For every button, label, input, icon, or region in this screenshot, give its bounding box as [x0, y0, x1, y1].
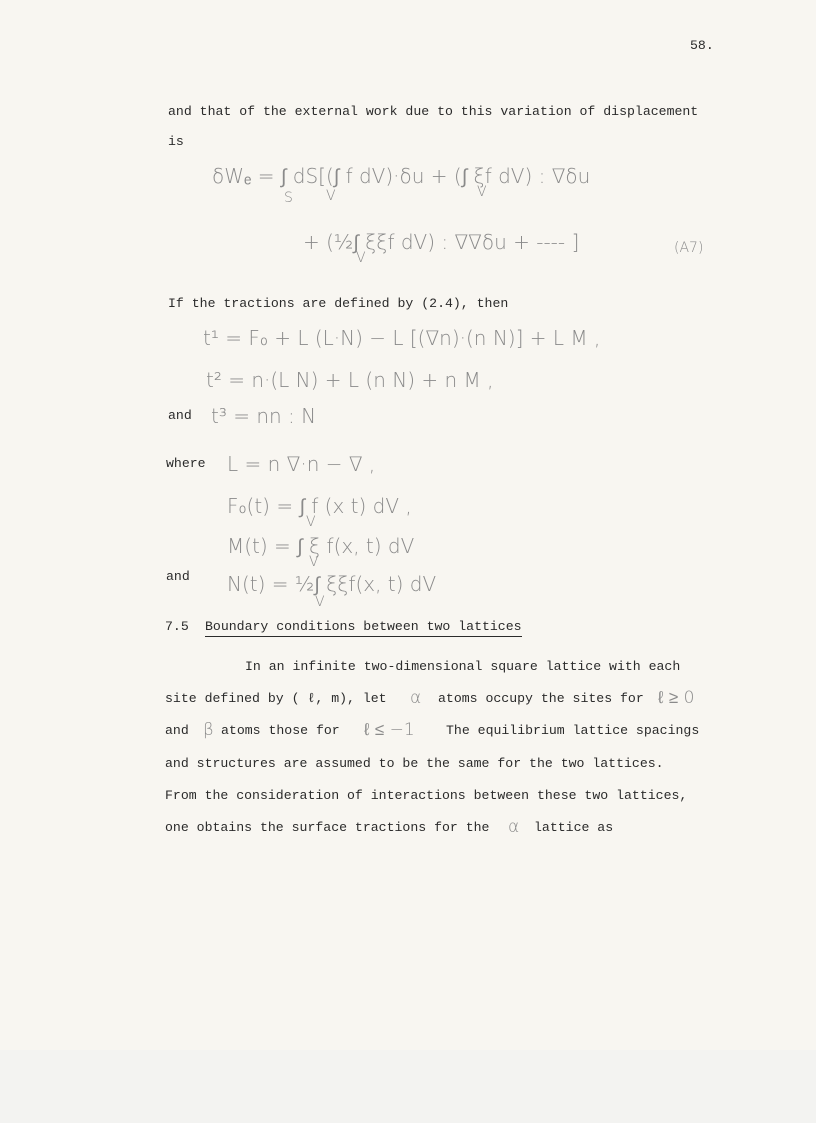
- beta-symbol: β: [203, 720, 214, 740]
- definition-f0-subscript: V: [306, 514, 316, 530]
- equation-a7-subscript-v1: V: [326, 188, 336, 204]
- intro-line-2: is: [168, 134, 184, 149]
- intro-line-1: and that of the external work due to this variation of displacement: [168, 104, 699, 119]
- traction-t1: t¹ = F₀ + L (L·N) − L [(∇n)·(n N)] + L M ,: [203, 326, 601, 350]
- equation-a7-subscript-s: S: [284, 190, 293, 206]
- section-title: Boundary conditions between two lattices: [205, 619, 522, 637]
- paragraph-line-6a: one obtains the surface tractions for the: [165, 820, 490, 835]
- condition-l-ge-0: ℓ ≥ 0: [658, 688, 695, 708]
- paragraph-line-2a: site defined by ( ℓ, m), let: [165, 691, 387, 706]
- definition-n-subscript: V: [315, 594, 325, 610]
- paragraph-line-3a: and: [165, 723, 189, 738]
- alpha-symbol-1: α: [410, 688, 422, 708]
- equation-a7-line-2: + (½∫ ξξf dV) : ∇∇δu + ---- ]: [303, 230, 580, 254]
- section-number: 7.5: [165, 619, 189, 634]
- paragraph-line-6b: lattice as: [534, 820, 614, 835]
- paragraph-line-3c: The equilibrium lattice spacings: [446, 723, 700, 738]
- equation-a7-line-1: δWₑ = ∫ dS[(∫ f dV)·δu + (∫ ξf dV) : ∇δu: [212, 164, 591, 188]
- definition-n: N(t) = ½∫ ξξf(x, t) dV: [227, 572, 437, 596]
- definition-f0: F₀(t) = ∫ f (x t) dV ,: [227, 494, 412, 518]
- alpha-symbol-2: α: [508, 817, 520, 837]
- page-number: 58.: [690, 38, 714, 53]
- equation-label-a7: (A7): [674, 240, 704, 256]
- traction-t3: t³ = nn : N: [211, 404, 317, 428]
- paragraph-line-4: and structures are assumed to be the same for the two lattices.: [165, 756, 664, 771]
- equation-a7-subscript-v2: V: [477, 184, 487, 200]
- equation-a7-subscript-v3: V: [356, 250, 366, 266]
- traction-t2: t² = n·(L N) + L (n N) + n M ,: [206, 368, 494, 392]
- tractions-intro: If the tractions are defined by (2.4), then: [168, 296, 509, 311]
- where-label: where: [166, 456, 206, 471]
- condition-l-le-minus-1: ℓ ≤ −1: [364, 720, 415, 740]
- paragraph-line-5: From the consideration of interactions between these two lattices,: [165, 788, 688, 803]
- and-label-1: and: [168, 408, 192, 423]
- and-label-2: and: [166, 569, 190, 584]
- definition-m-subscript: V: [309, 554, 319, 570]
- paragraph-line-3b: atoms those for: [221, 723, 340, 738]
- definition-m: M(t) = ∫ ξ f(x, t) dV: [227, 534, 415, 558]
- definition-l: L = n ∇·n − ∇ ,: [227, 452, 376, 476]
- paragraph-line-2b: atoms occupy the sites for: [438, 691, 644, 706]
- paragraph-line-1: In an infinite two-dimensional square lattice with each: [245, 659, 681, 674]
